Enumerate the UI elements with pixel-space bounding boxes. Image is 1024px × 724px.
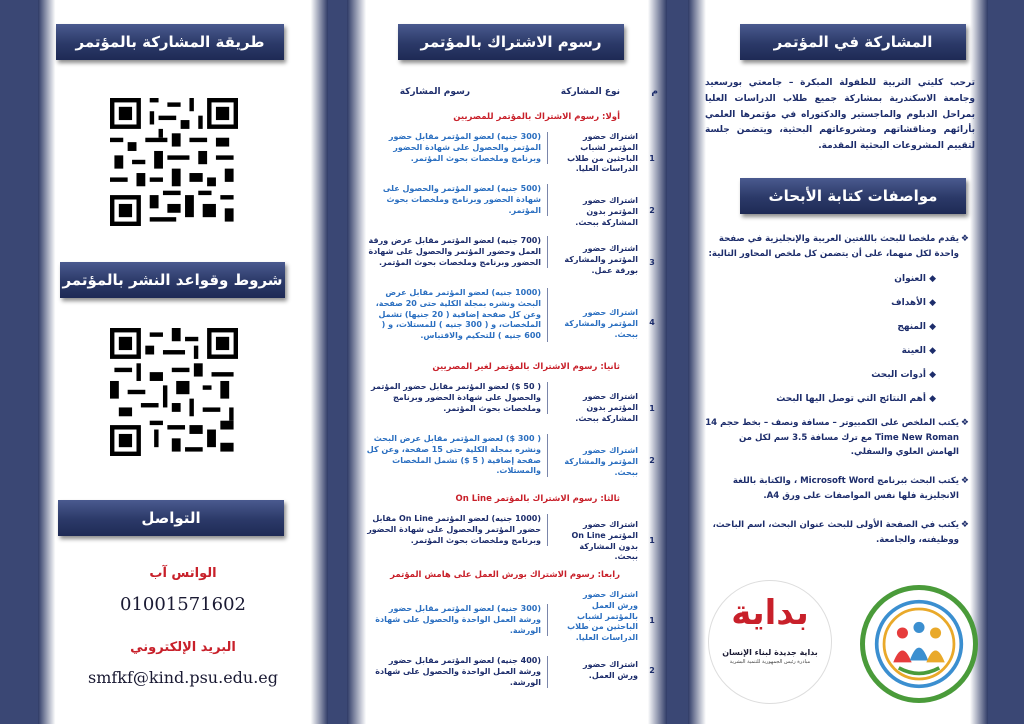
row-number: 1 (649, 536, 655, 545)
phone-number[interactable]: 01001571602 (120, 594, 246, 615)
sub-item: ◆ العينة (901, 346, 936, 356)
bedaya-logo (708, 580, 832, 704)
participation-type: اشتراك حضور المؤتمر On Line بدون المشاركة ببحث. (571, 520, 638, 562)
whatsapp-label: الواتس آب (149, 566, 217, 581)
section-title: أولا: رسوم الاشتراك بالمؤتمر للمصريين (453, 112, 620, 122)
bullet-icon: ❖ (960, 418, 969, 428)
participation-type: اشتراك حضور المؤتمر والمشاركة بورقة عمل. (564, 244, 638, 275)
participation-type: اشتراك حضور المؤتمر والمشاركة ببحث. (564, 446, 638, 477)
section-title: ثالثا: رسوم الاشتراك بالمؤتمر On Line (455, 494, 620, 504)
bullet-icon: ❖ (960, 520, 969, 530)
section-title: رابعا: رسوم الاشتراك بورش العمل على هامش المؤتمر (390, 570, 620, 580)
qr-code-rules[interactable] (110, 328, 238, 456)
spec-text: يقدم ملخصا للبحث باللغتين العربية والإنجليزية في صفحة واحدة لكل منهما، على أن يتضمن كل ملخص المحاور التالية: (708, 234, 959, 259)
col-type-header: نوع المشاركة (560, 87, 620, 97)
row-number: 2 (649, 206, 655, 215)
bullet-icon: ❖ (960, 476, 969, 486)
participation-type: اشتراك حضور المؤتمر بدون المشاركة ببحث. (575, 392, 638, 423)
sub-item: ◆ الأهداف (891, 298, 936, 308)
email-label: البريد الإلكتروني (130, 640, 236, 655)
participation-fee: (300 جنيه) لعضو المؤتمر مقابل حضور ورشة العمل الواحدة والحصول على شهادة الورشة. (366, 604, 548, 636)
fees-header: رسوم الاشتراك بالمؤتمر (398, 24, 624, 60)
bedaya-logo-text: بداية جديدة لبناء الإنسان (722, 648, 818, 658)
fees-table (360, 80, 660, 720)
row-number: 2 (649, 666, 655, 675)
participation-type: اشتراك حضور المؤتمر بدون المشاركة ببحث. (575, 196, 638, 227)
conference-logo-icon (860, 585, 978, 703)
row-number: 3 (649, 258, 655, 267)
col-fee-header: رسوم المشاركة (399, 87, 470, 97)
spec-text: يكتب الملخص على الكمبيوتر – مسافة ونصف – بخط حجم 14 Time New Roman مع ترك مسافة 3.5 سم لكل من الهامش العلوي والسفلي. (705, 418, 959, 458)
row-number: 1 (649, 616, 655, 625)
conference-participation-header: المشاركة في المؤتمر (740, 24, 966, 60)
participation-fee: (1000 جنيه) لعضو المؤتمر On Line مقابل حضور المؤتمر والحصول على شهادة الحضور وبرنامج وملخصات بحوث المؤتمر. (366, 514, 548, 546)
col-num-header: م (651, 87, 658, 97)
qr-code-icon (110, 98, 238, 226)
research-specs-header: مواصفات كتابة الأبحاث (740, 178, 966, 214)
spec-text: يكتب البحث ببرنامج Microsoft Word ، والكتابة باللغة الانجليزية فلها نفس المواصفات على ورق A4. (732, 476, 959, 501)
participation-method-header: طريقة المشاركة بالمؤتمر (56, 24, 284, 60)
participation-type: اشتراك حضور المؤتمر والمشاركة ببحث. (564, 308, 638, 339)
sub-item: ◆ أدوات البحث (871, 370, 936, 380)
participation-type: اشتراك حضور ورش العمل. (583, 660, 638, 680)
participation-type: اشتراك حضور المؤتمر لشباب الباحثين من طلاب الدراسات العليا. (567, 132, 638, 174)
sub-item: ◆ العنوان (894, 274, 936, 284)
participation-fee: (500 جنيه) لعضو المؤتمر والحصول على شهادة الحضور وبرنامج وملخصات بحوث المؤتمر. (366, 184, 548, 216)
participation-fee: ( 50 $) لعضو المؤتمر مقابل حضور المؤتمر والحصول على شهادة الحضور وبرنامج وملخصات بحوث المؤتمر. (366, 382, 548, 414)
participation-type: اشتراك حضور ورش العمل بالمؤتمر لشباب الباحثين من طلاب الدراسات العليا. (567, 590, 638, 643)
section-title: ثانيا: رسوم الاشتراك بالمؤتمر لغير المصريين (432, 362, 620, 372)
participation-fee: (400 جنيه) لعضو المؤتمر مقابل حضور ورشة العمل الواحدة والحصول على شهادة الورشة. (366, 656, 548, 688)
bullet-icon: ❖ (960, 234, 969, 244)
spec-item-4 (705, 518, 977, 547)
sub-item: ◆ المنهج (897, 322, 936, 332)
participation-fee: (700 جنيه) لعضو المؤتمر مقابل عرض ورقة العمل وحضور المؤتمر والحصول على شهادة الحضور وبرنامج وملخصات بحوث المؤتمر. (366, 236, 548, 268)
row-number: 1 (649, 154, 655, 163)
bedaya-logo-subtext: مبادرة رئيس الجمهورية للتنمية البشرية (729, 659, 811, 666)
bedaya-logo-title: بداية (731, 593, 809, 633)
qr-code-participation[interactable] (110, 98, 238, 226)
participation-fee: (1000 جنيه) لعضو المؤتمر مقابل عرض البحث ونشره بمجلة الكلية حتى 20 صفحة، وعن كل صفحة إضافية ( 20 جنيها) تشمل الملخصات، و ( 300 جنيه ) للمستلات، و ( 600 جنيه ) للتحكيم والاقتباس. (366, 288, 548, 342)
spec-text: يكتب في الصفحة الأولى للبحث عنوان البحث، اسم الباحث، ووظيفته، والجامعة. (712, 520, 959, 545)
children-figures-icon (873, 598, 965, 690)
sub-item: ◆ أهم النتائج التي توصل اليها البحث (776, 394, 936, 404)
row-number: 2 (649, 456, 655, 465)
spec-item-2 (705, 416, 977, 460)
row-number: 1 (649, 404, 655, 413)
intro-paragraph: ترحب كليتي التربية للطفولة المبكرة – جامعتي بورسعيد وجامعة الاسكندرية بمشاركة جميع طلاب الدراسات العليا بمراحل الدبلوم والماجستير والدكتوراه في مؤتمرها العلمي بأرائهم ومناقشاتهم ومشروعاتهم البحثية، ويتضمن جلسة لتقييم المشروعات البحثية المقدمة. (705, 78, 975, 151)
email-address[interactable]: smfkf@kind.psu.edu.eg (87, 668, 279, 687)
participation-fee: (300 جنيه) لعضو المؤتمر مقابل حضور المؤتمر والحصول على شهادة الحضور وبرنامج وملخصات بحوث المؤتمر. (366, 132, 548, 164)
row-number: 4 (649, 318, 655, 327)
spec-item-1 (705, 232, 977, 261)
qr-code-icon (110, 328, 238, 456)
spec-item-3 (705, 474, 977, 503)
participation-fee: ( 300 $) لعضو المؤتمر مقابل عرض البحث ونشره بمجلة الكلية حتى 15 صفحة، وعن كل صفحة إضافية ( 5 $) تشمل الملخصات والمستلات. (366, 434, 548, 477)
contact-header: التواصل (58, 500, 284, 536)
publishing-rules-header: شروط وقواعد النشر بالمؤتمر (60, 262, 285, 298)
